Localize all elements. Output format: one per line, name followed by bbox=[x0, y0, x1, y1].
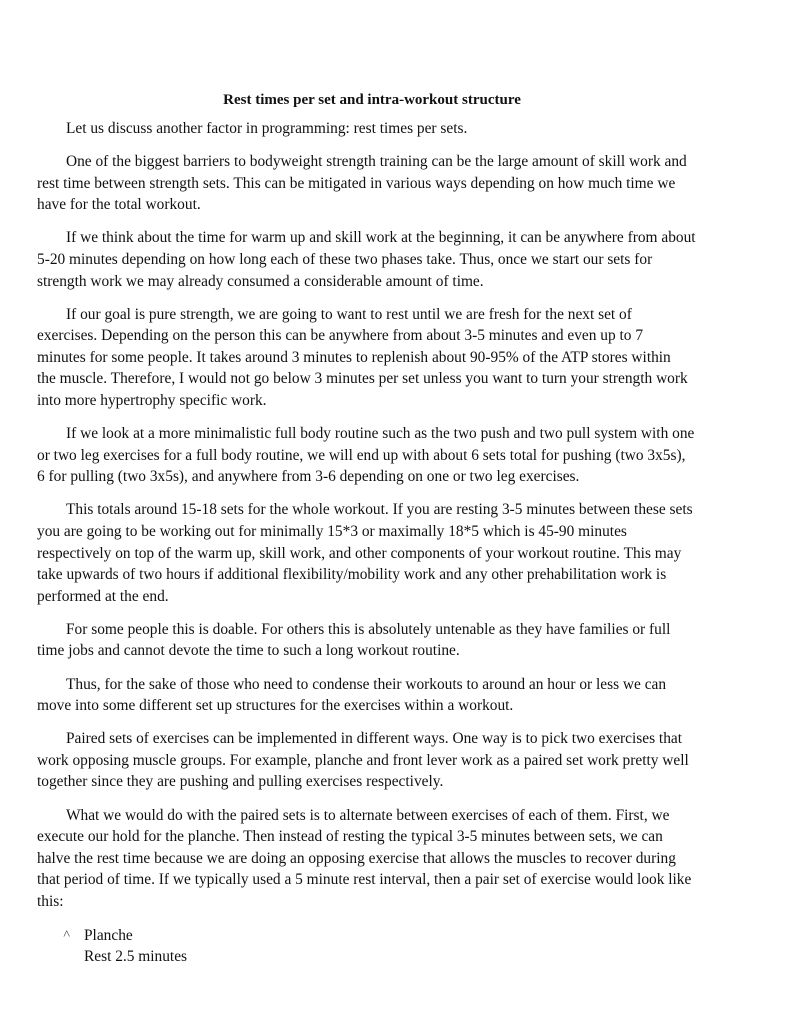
list-item-rest: Rest 2.5 minutes bbox=[84, 948, 188, 966]
paragraph-6: This totals around 15-18 sets for the whole workout. If you are resting 3-5 minutes between these sets you are going to be working out for minimally 15*3 or maximally 18*5 which is 45-90 minutes respectively on top of the warm up, skill work, and other components of your workout routine. This may take upwards of two hours if additional flexibility/mobility work and any other prehabilitation work is performed at the end. bbox=[37, 501, 693, 605]
paragraph-9: Paired sets of exercises can be implemented in different ways. One way is to pick two exercises that work opposing muscle groups. For example, planche and front lever work as a paired set work pretty well together since they are pushing and pulling exercises respectively. bbox=[37, 730, 689, 791]
paragraph-7: For some people this is doable. For others this is absolutely untenable as they have families or full time jobs and cannot devote the time to such a long workout routine. bbox=[37, 620, 671, 660]
rest-schedule-list bbox=[37, 925, 705, 968]
document-title: Rest times per set and intra-workout structure bbox=[223, 92, 521, 108]
paragraph-3: If we think about the time for warm up and skill work at the beginning, it can be anywhere from about 5-20 minutes depending on how long each of these two phases take. Thus, once we start our sets for strength work we may already consumed a considerable amount of time. bbox=[37, 229, 696, 290]
paragraph-2: One of the biggest barriers to bodyweight strength training can be the large amount of skill work and rest time between strength sets. This can be mitigated in various ways depending on how much time we have for the total workout. bbox=[37, 153, 687, 214]
triangle-bullet-icon: ˄ bbox=[63, 925, 71, 941]
paragraph-10: What we would do with the paired sets is to alternate between exercises of each of them. First, we execute our hold for the planche. Then instead of resting the typical 3-5 minutes between sets, we can halve the rest time because we are doing an opposing exercise that allows the muscles to recover during that period of time. If we typically used a 5 minute rest interval, then a pair set of exercise would look like this: bbox=[37, 806, 692, 910]
list-item bbox=[63, 925, 705, 968]
paragraph-1: Let us discuss another factor in programming: rest times per sets. bbox=[66, 120, 468, 137]
paragraph-8: Thus, for the sake of those who need to condense their workouts to around an hour or less we can move into some different set up structures for the exercises within a workout. bbox=[37, 675, 667, 715]
list-item-exercise: Planche bbox=[84, 926, 133, 944]
document-page bbox=[37, 0, 705, 968]
paragraph-5: If we look at a more minimalistic full body routine such as the two push and two pull system with one or two leg exercises for a full body routine, we will end up with about 6 sets total for pushing (two 3x5s), 6 for pulling (two 3x5s), and anywhere from 3-6 depending on one or two leg exercises. bbox=[37, 425, 695, 486]
paragraph-4: If our goal is pure strength, we are going to want to rest until we are fresh for the next set of exercises. Depending on the person this can be anywhere from about 3-5 minutes and even up to 7 minutes for some people. It takes around 3 minutes to replenish about 90-95% of the ATP stores within the muscle. Therefore, I would not go below 3 minutes per set unless you want to turn your strength work into more hypertrophy specific work. bbox=[37, 305, 688, 410]
